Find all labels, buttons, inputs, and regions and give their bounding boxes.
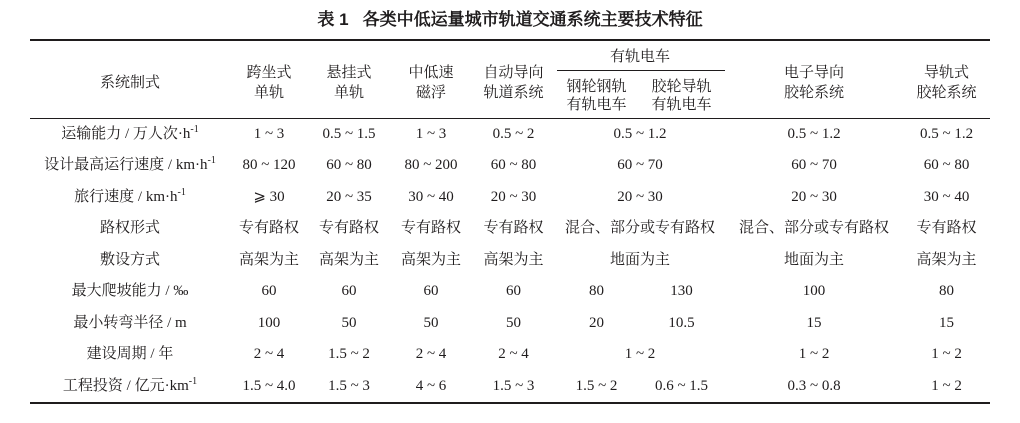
row-label xyxy=(30,181,230,213)
cell-rubber-tram: 0.6 ~ 1.5 xyxy=(654,377,709,394)
row-investment xyxy=(30,370,990,402)
col-header-steel-tram xyxy=(555,70,638,118)
col-header-line: 单轨 xyxy=(253,85,284,101)
cell-suspended-monorail: 专有路权 xyxy=(318,220,379,237)
cell-guided-rubber: 1 ~ 2 xyxy=(931,377,962,394)
row-label: 路权形式 xyxy=(99,220,160,237)
cell-suspended-monorail: 1.5 ~ 3 xyxy=(328,377,370,394)
cell-suspended-monorail: 高架为主 xyxy=(318,251,379,268)
row-label-sup: -1 xyxy=(177,186,186,198)
col-header-line: 有轨电车 xyxy=(651,97,712,113)
cell-tram: 0.5 ~ 1.2 xyxy=(613,125,667,142)
tech-characteristics-table xyxy=(30,40,990,402)
col-header-line: 跨坐式 xyxy=(246,65,292,81)
cell-electronic-guided: 0.3 ~ 0.8 xyxy=(787,377,841,394)
cell-electronic-guided: 0.5 ~ 1.2 xyxy=(787,125,841,142)
table-caption: 各类中低运量城市轨道交通系统主要技术特征 xyxy=(362,10,703,29)
cell-rubber-tram: 130 xyxy=(670,283,693,300)
stub-header: 系统制式 xyxy=(99,75,160,91)
row-transport-capacity xyxy=(30,118,990,150)
col-header-suspended-monorail xyxy=(308,40,390,118)
row-min-curve-radius xyxy=(30,307,990,339)
row-laying-method xyxy=(30,244,990,276)
cell-straddle-monorail: 1 ~ 3 xyxy=(253,125,285,142)
cell-suspended-monorail: 60 xyxy=(341,283,357,300)
cell-straddle-monorail: 2 ~ 4 xyxy=(253,346,285,363)
cell-straddle-monorail: 专有路权 xyxy=(238,220,299,237)
row-label-text: 运输能力 / 万人次·h xyxy=(61,125,191,142)
row-label xyxy=(30,150,230,182)
cell-tram: 20 ~ 30 xyxy=(617,188,663,205)
col-header-electronic-guided xyxy=(725,40,903,118)
row-max-gradient xyxy=(30,276,990,308)
cell-straddle-monorail: 高架为主 xyxy=(238,251,299,268)
cell-straddle-monorail: 100 xyxy=(257,314,281,331)
cell-tram: 地面为主 xyxy=(610,251,671,268)
cell-suspended-monorail: 0.5 ~ 1.5 xyxy=(322,125,376,142)
cell-maglev: 4 ~ 6 xyxy=(415,377,447,394)
cell-guided-rubber: 高架为主 xyxy=(916,251,977,268)
row-label: 最大爬坡能力 / ‰ xyxy=(71,283,189,300)
table-title xyxy=(0,9,1020,31)
row-construction-period xyxy=(30,339,990,371)
col-header-line: 电子导向 xyxy=(784,65,845,81)
col-header-maglev xyxy=(390,40,472,118)
cell-guided-rubber: 60 ~ 80 xyxy=(923,157,970,174)
col-header-line: 轨道系统 xyxy=(483,85,544,101)
row-max-design-speed xyxy=(30,150,990,182)
cell-electronic-guided: 100 xyxy=(802,283,826,300)
col-header-line: 钢轮钢轨 xyxy=(566,79,627,95)
cell-steel-tram: 1.5 ~ 2 xyxy=(575,377,618,394)
cell-guided-rubber: 0.5 ~ 1.2 xyxy=(919,125,974,142)
cell-guided-rubber: 80 xyxy=(939,283,955,300)
col-group-tram: 有轨电车 xyxy=(610,49,671,65)
cell-agt: 专有路权 xyxy=(483,220,544,237)
col-header-line: 自动导向 xyxy=(483,65,544,81)
cell-electronic-guided: 混合、部分或专有路权 xyxy=(739,220,890,237)
cell-guided-rubber: 1 ~ 2 xyxy=(931,346,962,363)
cell-electronic-guided: 20 ~ 30 xyxy=(791,188,837,205)
col-header-line: 悬挂式 xyxy=(326,65,372,81)
cell-maglev: 1 ~ 3 xyxy=(415,125,447,142)
cell-electronic-guided: 1 ~ 2 xyxy=(798,346,830,363)
cell-maglev: 50 xyxy=(423,314,439,331)
cell-rubber-tram: 10.5 xyxy=(668,314,695,331)
table-number: 表 1 xyxy=(317,10,349,29)
cell-agt: 0.5 ~ 2 xyxy=(492,125,535,142)
cell-straddle-monorail: ⩾ 30 xyxy=(253,188,285,205)
cell-guided-rubber: 15 xyxy=(939,314,955,331)
cell-suspended-monorail: 20 ~ 35 xyxy=(326,188,372,205)
row-label-text: 旅行速度 / km·h xyxy=(74,188,178,205)
row-label-sup: -1 xyxy=(188,375,198,387)
cell-agt: 50 xyxy=(506,314,521,331)
row-label-text: 工程投资 / 亿元·km xyxy=(62,377,189,394)
col-header-line: 胶轮导轨 xyxy=(651,79,712,95)
cell-maglev: 30 ~ 40 xyxy=(408,188,454,205)
table-bottom-rule xyxy=(30,402,990,404)
cell-agt: 60 ~ 80 xyxy=(490,157,537,174)
cell-maglev: 80 ~ 200 xyxy=(404,157,458,174)
row-label-text: 设计最高运行速度 / km·h xyxy=(44,157,208,174)
col-header-straddle-monorail xyxy=(230,40,308,118)
col-header-agt xyxy=(472,40,555,118)
col-header-line: 中低速 xyxy=(408,65,454,81)
cell-steel-tram: 20 xyxy=(589,314,604,331)
row-label-sup: -1 xyxy=(190,123,199,135)
cell-agt: 高架为主 xyxy=(483,251,544,268)
cell-guided-rubber: 专有路权 xyxy=(916,220,977,237)
cell-tram: 1 ~ 2 xyxy=(624,346,656,363)
row-label: 建设周期 / 年 xyxy=(86,346,174,363)
row-right-of-way xyxy=(30,213,990,245)
cell-agt: 60 xyxy=(506,283,521,300)
col-header-line: 磁浮 xyxy=(415,85,446,101)
row-label-sup: -1 xyxy=(207,155,216,167)
col-header-rubber-tram xyxy=(638,70,725,118)
cell-tram: 混合、部分或专有路权 xyxy=(565,220,716,237)
cell-maglev: 2 ~ 4 xyxy=(415,346,447,363)
cell-straddle-monorail: 60 xyxy=(261,283,277,300)
row-label xyxy=(30,118,230,150)
row-label: 最小转弯半径 / m xyxy=(73,314,187,331)
col-header-guided-rubber xyxy=(903,40,990,118)
row-label: 敷设方式 xyxy=(99,251,160,268)
cell-maglev: 高架为主 xyxy=(400,251,461,268)
row-travel-speed xyxy=(30,181,990,213)
cell-agt: 2 ~ 4 xyxy=(498,346,529,363)
cell-agt: 1.5 ~ 3 xyxy=(492,377,535,394)
cell-suspended-monorail: 60 ~ 80 xyxy=(326,157,372,174)
cell-suspended-monorail: 50 xyxy=(341,314,357,331)
cell-electronic-guided: 地面为主 xyxy=(784,251,845,268)
col-header-line: 导轨式 xyxy=(924,65,970,81)
header-row xyxy=(30,40,990,70)
cell-maglev: 专有路权 xyxy=(400,220,461,237)
cell-agt: 20 ~ 30 xyxy=(490,188,537,205)
cell-guided-rubber: 30 ~ 40 xyxy=(923,188,970,205)
cell-electronic-guided: 60 ~ 70 xyxy=(791,157,837,174)
row-label xyxy=(30,370,230,402)
cell-straddle-monorail: 80 ~ 120 xyxy=(242,157,296,174)
col-header-line: 胶轮系统 xyxy=(916,85,977,101)
cell-straddle-monorail: 1.5 ~ 4.0 xyxy=(242,377,296,394)
cell-suspended-monorail: 1.5 ~ 2 xyxy=(328,346,370,363)
cell-tram: 60 ~ 70 xyxy=(617,157,663,174)
col-header-line: 胶轮系统 xyxy=(784,85,845,101)
col-header-line: 单轨 xyxy=(333,85,364,101)
cell-maglev: 60 xyxy=(423,283,439,300)
cell-electronic-guided: 15 xyxy=(806,314,822,331)
col-header-line: 有轨电车 xyxy=(566,97,627,113)
cell-steel-tram: 80 xyxy=(589,283,604,300)
